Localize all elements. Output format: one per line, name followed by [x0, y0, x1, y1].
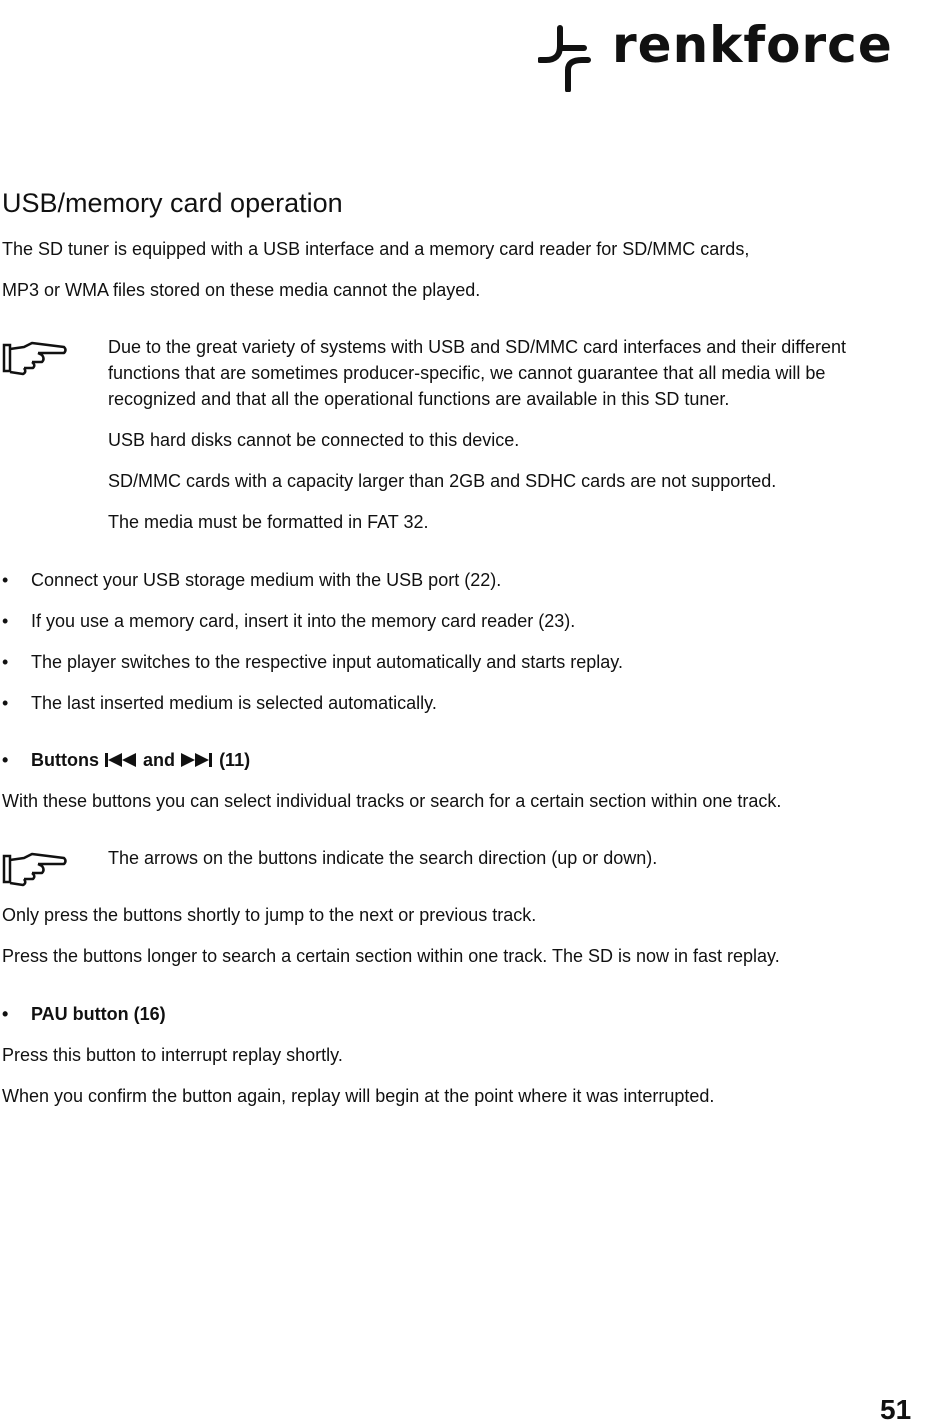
- note-paragraph: Due to the great variety of systems with USB and SD/MMC card interfaces and their different functions that are sometimes producer-specific, we cannot guarantee that all media will be recognized and that all the operational functions are available in this SD tuner.: [108, 337, 846, 409]
- pau-para: When you confirm the button again, replay will begin at the point where it was interrupted.: [2, 1086, 715, 1106]
- skip-previous-icon: [104, 752, 138, 768]
- bullet: •: [2, 652, 9, 672]
- intro-line: The SD tuner is equipped with a USB interface and a memory card reader for SD/MMC cards,: [2, 239, 750, 259]
- buttons-description: With these buttons you can select individual tracks or search for a certain section within one track.: [2, 791, 782, 811]
- bullet: •: [2, 693, 9, 713]
- list-item: The player switches to the respective input automatically and starts replay.: [31, 652, 623, 672]
- bullet: •: [2, 570, 9, 590]
- brand-logo: [538, 16, 910, 92]
- bullet: •: [2, 750, 9, 770]
- bullet: •: [2, 1004, 9, 1024]
- section-title: USB/memory card operation: [2, 188, 343, 218]
- buttons-heading: [31, 749, 250, 771]
- brand-mark-icon: [538, 22, 594, 92]
- bullet: •: [2, 611, 9, 631]
- page-number: 51: [880, 1394, 912, 1425]
- buttons-heading-and: and: [143, 750, 176, 770]
- skip-next-icon: [180, 752, 214, 768]
- note-line: SD/MMC cards with a capacity larger than 2GB and SDHC cards are not supported.: [108, 471, 777, 491]
- buttons-heading-prefix: Buttons: [31, 750, 99, 770]
- list-item: Connect your USB storage medium with the USB port (22).: [31, 570, 502, 590]
- list-item: The last inserted medium is selected automatically.: [31, 693, 437, 713]
- intro-line: MP3 or WMA files stored on these media cannot the played.: [2, 280, 481, 300]
- pau-heading: PAU button (16): [31, 1004, 166, 1024]
- pau-para: Press this button to interrupt replay shortly.: [2, 1045, 343, 1065]
- buttons-para: Only press the buttons shortly to jump to the next or previous track.: [2, 905, 537, 925]
- buttons-heading-suffix: (11): [219, 750, 251, 770]
- list-item: If you use a memory card, insert it into the memory card reader (23).: [31, 611, 576, 631]
- note-line: The media must be formatted in FAT 32.: [108, 512, 429, 532]
- buttons-note: The arrows on the buttons indicate the search direction (up or down).: [108, 848, 658, 868]
- pointing-hand-icon: [2, 852, 68, 888]
- buttons-para: Press the buttons longer to search a certain section within one track. The SD is now in fast replay.: [2, 946, 780, 966]
- note-line: USB hard disks cannot be connected to this device.: [108, 430, 520, 450]
- pointing-hand-icon: [2, 341, 68, 377]
- brand-wordmark: renkforce: [612, 16, 893, 74]
